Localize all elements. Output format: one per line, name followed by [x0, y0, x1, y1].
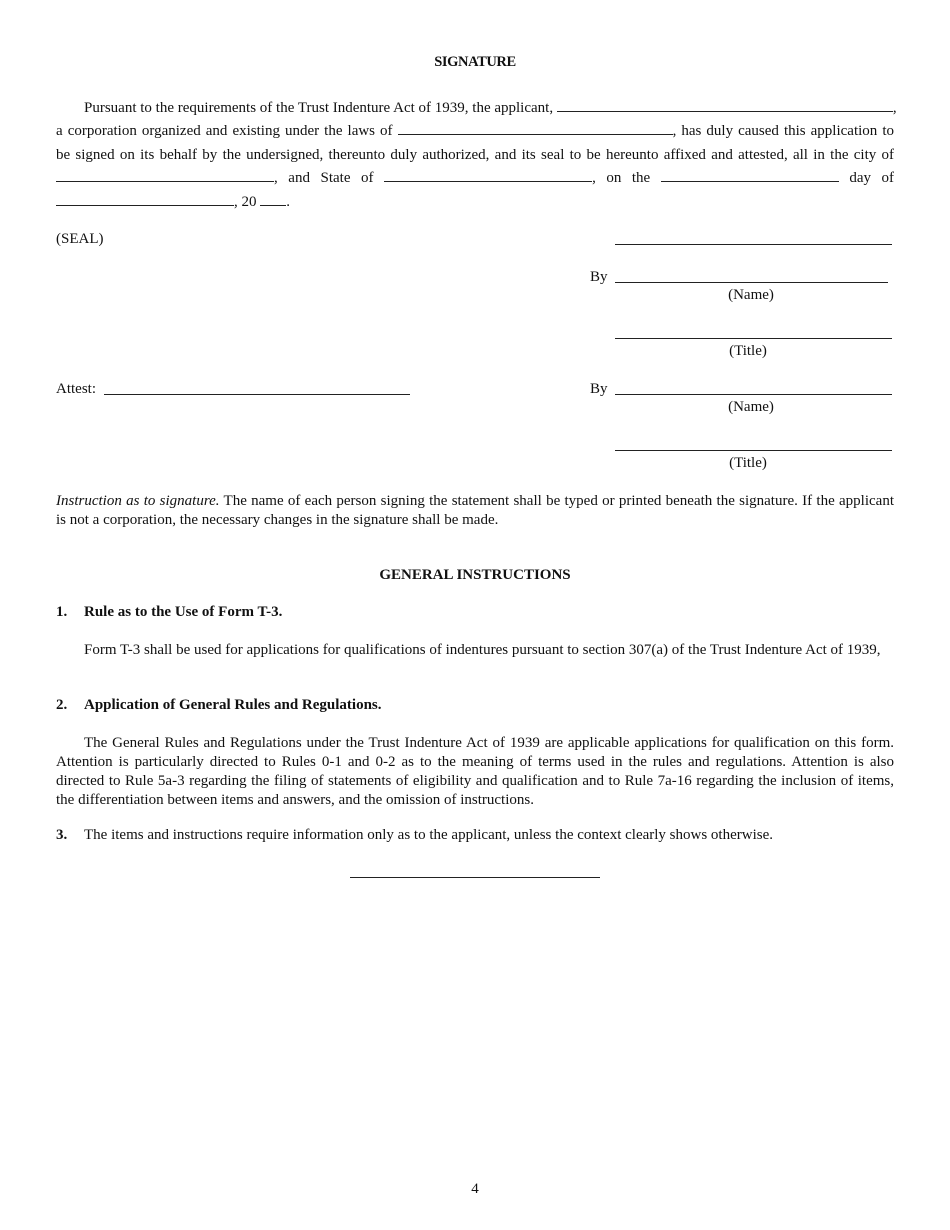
company-name-signature-line[interactable]	[615, 244, 892, 245]
year-blank[interactable]	[260, 191, 286, 206]
item-1-text: Form T-3 shall be used for applications for qualifications of indentures pursuant to section 307(a) of the Trust Indenture Act of 1939,	[84, 642, 881, 658]
section-divider	[350, 877, 600, 878]
signature-title: SIGNATURE	[434, 54, 516, 70]
item-3: 3. The items and instructions require information only as to the applicant, unless the context clearly shows otherwise.	[56, 827, 773, 843]
document-page	[56, 0, 897, 1230]
title-caption-1: (Title)	[729, 343, 767, 359]
title-line-1[interactable]	[615, 338, 892, 339]
intro-line-4: , and State of , on the day of	[56, 167, 894, 190]
item-2-heading: 2. Application of General Rules and Regulations.	[56, 697, 382, 713]
instruction-italic-lead: Instruction as to signature.	[56, 493, 220, 509]
attest-label: Attest:	[56, 381, 96, 397]
name-caption-2: (Name)	[728, 399, 774, 415]
signature-line-1[interactable]	[615, 282, 888, 283]
day-blank[interactable]	[661, 167, 839, 182]
general-instructions-title: GENERAL INSTRUCTIONS	[379, 567, 571, 583]
intro-line-2: a corporation organized and existing under the laws of , has duly caused this application to	[56, 120, 894, 143]
by-label-1: By	[590, 269, 608, 285]
month-blank[interactable]	[56, 191, 234, 206]
attest-signature-line[interactable]	[104, 394, 410, 395]
applicant-name-blank[interactable]	[557, 97, 893, 112]
name-caption-1: (Name)	[728, 287, 774, 303]
item-2-text: The General Rules and Regulations under the Trust Indenture Act of 1939 are applicable applications for qualification on this form. Attention is particularly directed to Rules 0-1 and 0-2 as to the meaning of terms used in the rules and regulations. Attention is also directed to Rule 5a-3 regarding the filing of statements of eligibility and qualification and to Rule 7a-16 regarding the inclusion of items, the differentiation between items and answers, and the omission of instructions.	[56, 735, 894, 808]
state-blank[interactable]	[384, 167, 592, 182]
signature-instruction: Instruction as to signature. The name of each person signing the statement shall be typed or printed beneath the signature. If the applicant is not a corporation, the necessary changes in the signature shall be made.	[56, 493, 894, 528]
city-blank[interactable]	[56, 167, 274, 182]
signature-line-2[interactable]	[615, 394, 892, 395]
intro-line-5: , 20 .	[56, 191, 894, 214]
signature-intro-paragraph	[56, 97, 897, 214]
by-label-2: By	[590, 381, 608, 397]
title-caption-2: (Title)	[729, 455, 767, 471]
intro-line-1: Pursuant to the requirements of the Trust Indenture Act of 1939, the applicant, ,	[56, 97, 894, 120]
seal-label: (SEAL)	[56, 231, 104, 247]
state-of-organization-blank[interactable]	[398, 120, 673, 135]
intro-line-3: be signed on its behalf by the undersigned, thereunto duly authorized, and its seal to be hereunto affixed and attested, all in the city of	[56, 146, 894, 163]
page-number: 4	[471, 1181, 479, 1197]
title-line-2[interactable]	[615, 450, 892, 451]
item-1-heading: 1. Rule as to the Use of Form T-3.	[56, 604, 283, 620]
